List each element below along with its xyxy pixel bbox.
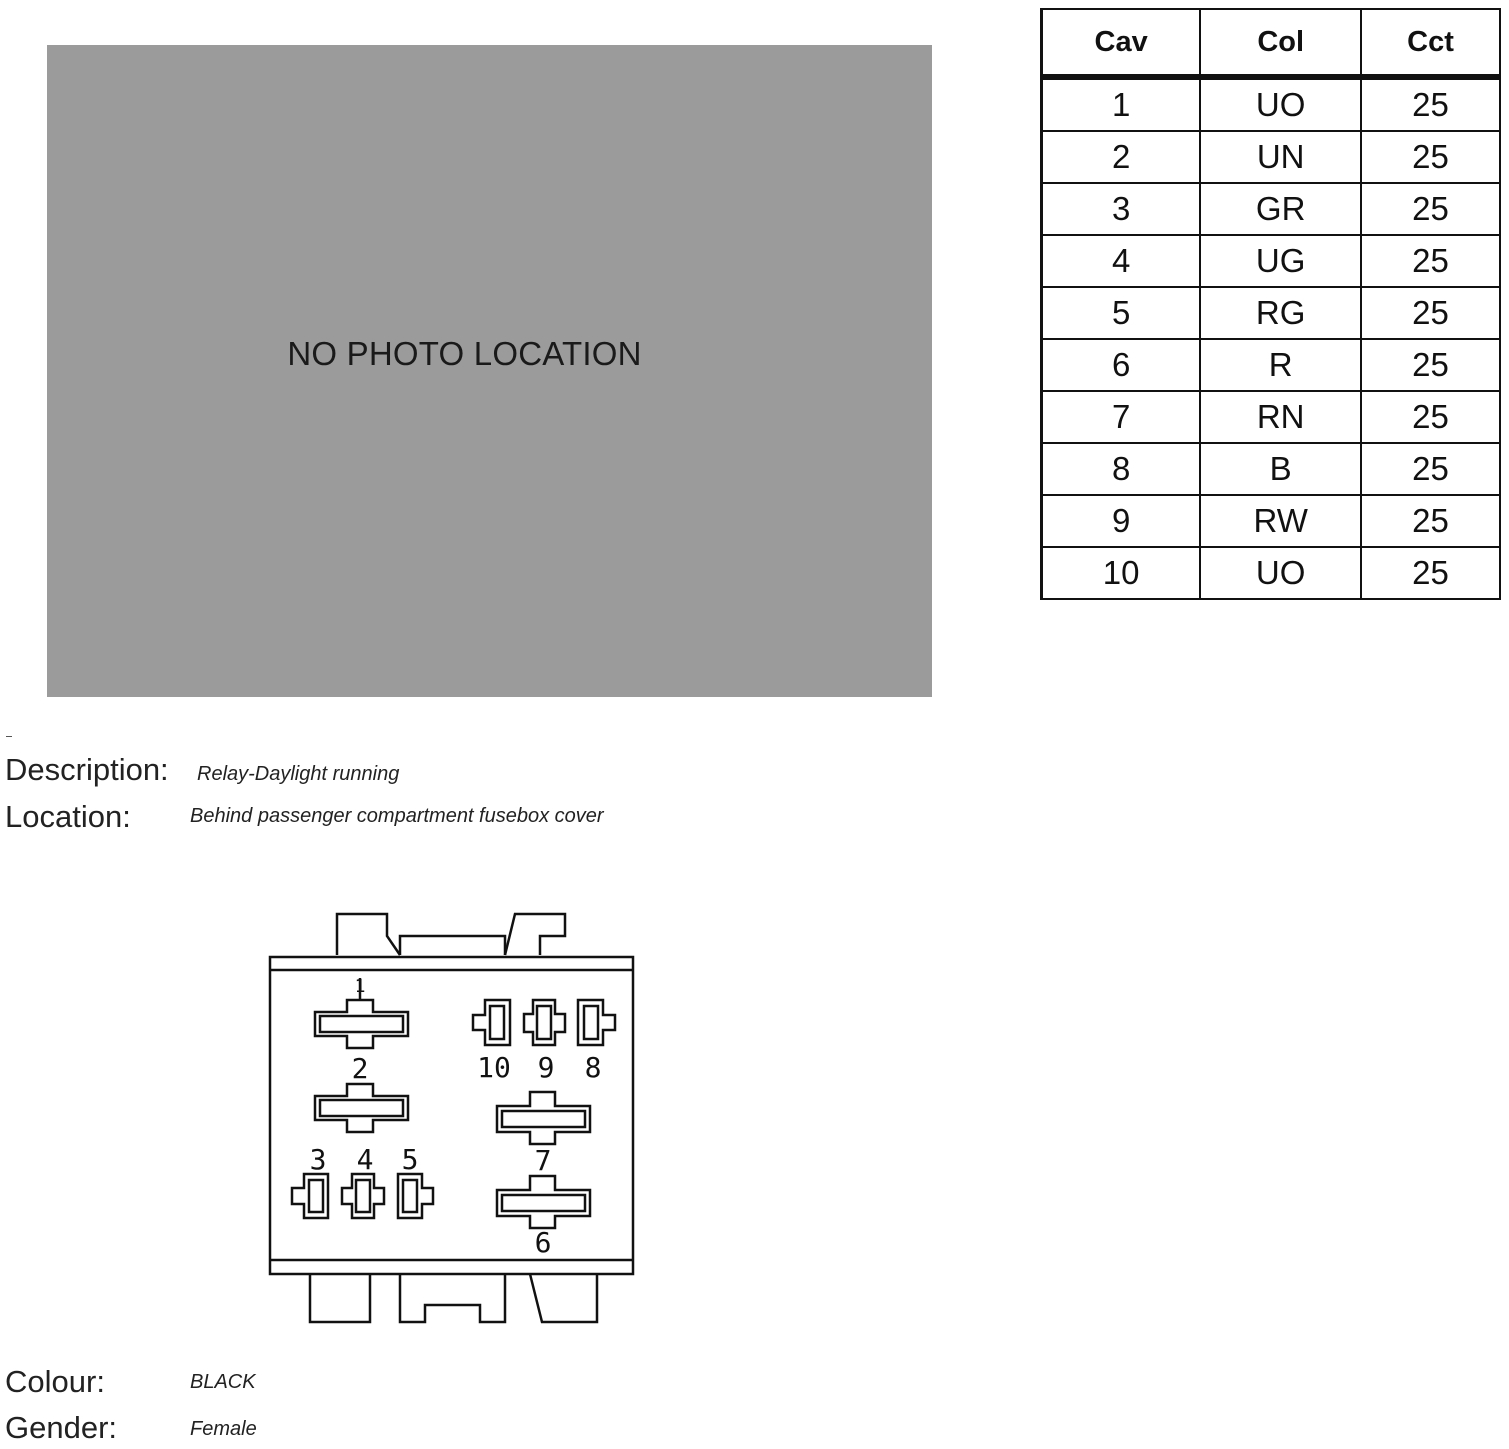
header-cav: Cav (1042, 9, 1201, 77)
header-cct: Cct (1361, 9, 1500, 77)
cell-cct: 25 (1361, 547, 1500, 599)
cell-col: GR (1200, 183, 1361, 235)
cell-cav: 7 (1042, 391, 1201, 443)
cell-col: R (1200, 339, 1361, 391)
cell-cav: 9 (1042, 495, 1201, 547)
photo-placeholder-text: NO PHOTO LOCATION (287, 335, 642, 372)
cavity-9-terminal (524, 1000, 565, 1045)
stray-mark (6, 736, 12, 737)
cavity-label-10: 10 (477, 1051, 511, 1084)
cavity-label-4: 4 (356, 1143, 374, 1176)
bottom-foot-center (400, 1274, 505, 1322)
cell-cct: 25 (1361, 131, 1500, 183)
cell-cav: 6 (1042, 339, 1201, 391)
cell-cav: 10 (1042, 547, 1201, 599)
cell-cav: 5 (1042, 287, 1201, 339)
photo-placeholder (47, 45, 932, 697)
cell-cct: 25 (1361, 339, 1500, 391)
cell-col: B (1200, 443, 1361, 495)
connector-face-diagram (260, 900, 650, 1340)
gender-value: Female (190, 1418, 257, 1440)
cell-col: RW (1200, 495, 1361, 547)
location-value: Behind passenger compartment fusebox cover (190, 805, 604, 827)
colour-value: BLACK (190, 1371, 256, 1393)
table-row (1042, 443, 1501, 495)
table-row (1042, 287, 1501, 339)
cavity-2-terminal (315, 1084, 408, 1132)
description-value: Relay-Daylight running (197, 763, 400, 785)
cell-cav: 1 (1042, 77, 1201, 131)
table-row (1042, 495, 1501, 547)
description-label: Description: (5, 752, 169, 787)
cavity-3-terminal (292, 1174, 328, 1218)
pin-table-header-row (1042, 9, 1501, 77)
table-row (1042, 77, 1501, 131)
cell-cct: 25 (1361, 391, 1500, 443)
header-col: Col (1200, 9, 1361, 77)
cavity-7-terminal (497, 1092, 590, 1144)
cavity-10-terminal (473, 1000, 510, 1045)
cell-cav: 8 (1042, 443, 1201, 495)
cell-col: UO (1200, 547, 1361, 599)
cavity-4-terminal (342, 1174, 384, 1218)
cell-col: UN (1200, 131, 1361, 183)
cavity-label-1: 1 (354, 976, 366, 997)
table-row (1042, 183, 1501, 235)
table-row (1042, 391, 1501, 443)
pin-table (1040, 8, 1501, 600)
top-latch-left (337, 914, 400, 955)
table-row (1042, 339, 1501, 391)
top-latch-right (505, 914, 565, 955)
gender-label: Gender: (5, 1410, 118, 1445)
table-row (1042, 547, 1501, 599)
cell-col: RN (1200, 391, 1361, 443)
cell-col: RG (1200, 287, 1361, 339)
bottom-foot-right (530, 1274, 597, 1322)
table-row (1042, 235, 1501, 287)
cell-col: UG (1200, 235, 1361, 287)
cavity-label-5: 5 (401, 1143, 419, 1176)
cell-cct: 25 (1361, 443, 1500, 495)
cell-cav: 2 (1042, 131, 1201, 183)
cavity-label-3: 3 (309, 1143, 327, 1176)
cavity-label-9: 9 (537, 1051, 555, 1084)
cell-cct: 25 (1361, 495, 1500, 547)
cell-cav: 4 (1042, 235, 1201, 287)
cavity-label-7: 7 (534, 1144, 552, 1177)
cell-cav: 3 (1042, 183, 1201, 235)
cavity-6-terminal (497, 1176, 590, 1228)
table-row (1042, 131, 1501, 183)
bottom-foot-left (310, 1274, 370, 1322)
top-bridge (400, 936, 505, 955)
colour-label: Colour: (5, 1364, 105, 1399)
cavity-8-terminal (578, 1000, 615, 1045)
cell-cct: 25 (1361, 183, 1500, 235)
cell-cct: 25 (1361, 235, 1500, 287)
cell-cct: 25 (1361, 77, 1500, 131)
cavity-5-terminal (398, 1174, 433, 1218)
location-label: Location: (5, 799, 131, 834)
cavity-label-6: 6 (534, 1226, 552, 1259)
cavity-label-8: 8 (584, 1051, 602, 1084)
cell-col: UO (1200, 77, 1361, 131)
cell-cct: 25 (1361, 287, 1500, 339)
cavity-label-2: 2 (351, 1052, 369, 1085)
